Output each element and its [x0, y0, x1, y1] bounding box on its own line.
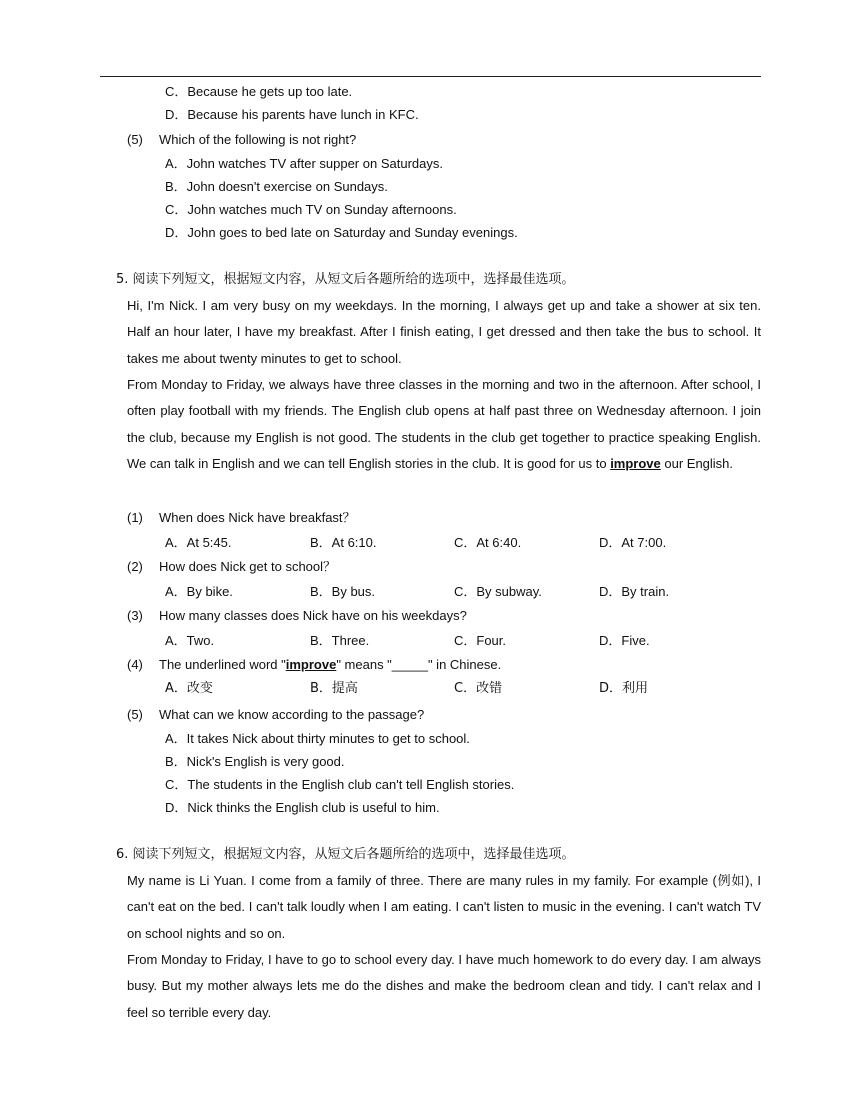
question-number: (2): [127, 559, 143, 574]
option-text: D．John goes to bed late on Saturday and Sunday evenings.: [165, 225, 518, 240]
option-d: D．利用: [599, 681, 649, 696]
option-a: A．By bike.: [165, 584, 233, 599]
passage-paragraph: My name is Li Yuan. I come from a family of three. There are many rules in my family. For example (例如), I can't eat on the bed. I can't talk loudly when I am eating. I can't listen to music in the evening. I can't watch TV on school nights and so on.: [127, 873, 761, 941]
paragraph-text: From Monday to Friday, we always have three classes in the morning and two in the afternoon. After school, I often play football with my friends. The English club opens at half past three on Wednesday afternoon. I join the club, because my English is not good. The students in the club get together to practice speaking English. We can talk in English and we can tell English stories in the club. It is good for us to: [127, 377, 761, 471]
question-number: (3): [127, 608, 143, 623]
passage-paragraph: Hi, I'm Nick. I am very busy on my weekdays. In the morning, I always get up and take a shower at six ten. Half an hour later, I have my breakfast. After I finish eating, I get dressed and then take the bus to school. It takes me about twenty minutes to get to school.: [127, 298, 761, 366]
section-heading: 5. 阅读下列短文，根据短文内容，从短文后各题所给的选项中，选择最佳选项。: [116, 272, 575, 287]
option-a: A．Two.: [165, 633, 215, 648]
underlined-word: improve: [285, 657, 337, 672]
question-text: Which of the following is not right?: [159, 132, 357, 147]
underlined-word: improve: [610, 455, 661, 471]
option-b: B．Three.: [310, 633, 370, 648]
question-text: What can we know according to the passage?: [159, 707, 425, 722]
option-text: B．John doesn't exercise on Sundays.: [165, 179, 388, 194]
option-text: D．Because his parents have lunch in KFC.: [165, 107, 419, 122]
paragraph-text: our English.: [660, 455, 734, 471]
option-text: C．John watches much TV on Sunday afternoons.: [165, 202, 457, 217]
option-c: C．At 6:40.: [454, 535, 522, 550]
question-number: (1): [127, 510, 143, 525]
question-number: (5): [127, 132, 143, 147]
question-text: How does Nick get to school？: [159, 559, 337, 574]
option-a: A．改变: [165, 681, 213, 696]
option-a: A．At 5:45.: [165, 535, 232, 550]
option-b: B．At 6:10.: [310, 535, 377, 550]
option-b: B．提高: [310, 681, 358, 696]
question-text: When does Nick have breakfast？: [159, 510, 356, 525]
option-c: C．Four.: [454, 633, 507, 648]
option-text: A．John watches TV after supper on Saturdays.: [165, 156, 443, 171]
question-text: How many classes does Nick have on his weekdays?: [159, 608, 467, 623]
option-text: D．Nick thinks the English club is useful to him.: [165, 800, 440, 815]
option-text: C．Because he gets up too late.: [165, 84, 353, 99]
option-b: B．By bus.: [310, 584, 376, 599]
option-text: C．The students in the English club can't tell English stories.: [165, 777, 515, 792]
question-number: (5): [127, 707, 143, 722]
question-text-part: The underlined word ": [159, 657, 286, 672]
passage-paragraph: From Monday to Friday, I have to go to school every day. I have much homework to do every day. I am always busy. But my mother always lets me do the dishes and make the bedroom clean and tidy. I can't relax and I feel so terrible every day.: [127, 952, 761, 1020]
option-d: D．At 7:00.: [599, 535, 667, 550]
option-c: C．By subway.: [454, 584, 542, 599]
option-d: D．Five.: [599, 633, 650, 648]
option-d: D．By train.: [599, 584, 670, 599]
question-text-part: " means "_____" in Chinese.: [336, 657, 502, 672]
option-text: A．It takes Nick about thirty minutes to get to school.: [165, 731, 470, 746]
header-rule: [100, 76, 761, 77]
question-number: (4): [127, 657, 143, 672]
question-text: [159, 657, 501, 673]
passage-paragraph: [127, 372, 761, 477]
option-text: B．Nick's English is very good.: [165, 754, 345, 769]
option-c: C．改错: [454, 681, 503, 696]
section-heading: 6. 阅读下列短文，根据短文内容，从短文后各题所给的选项中，选择最佳选项。: [116, 847, 575, 862]
